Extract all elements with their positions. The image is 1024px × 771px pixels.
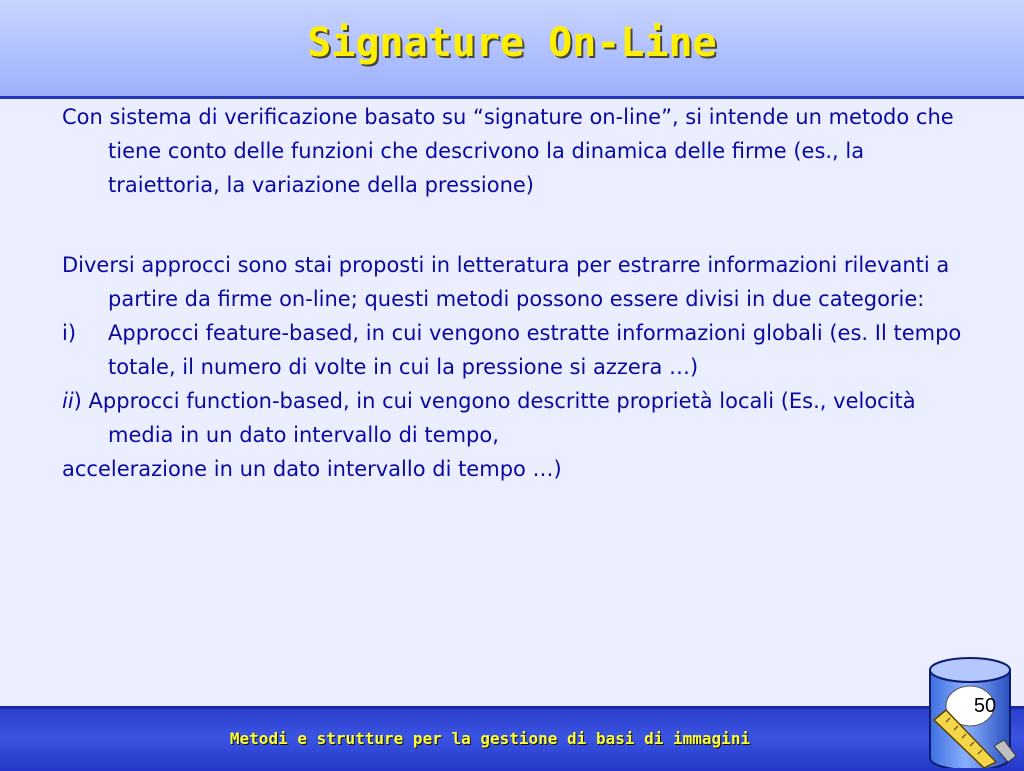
list-item-text: Approcci feature-based, in cui vengono estratte informazioni globali (es. Il tempo totale, il numero di volte in cui la pressione si azzera …) [108, 321, 962, 379]
page-number: 50 [973, 695, 997, 717]
list-marker: i) [62, 321, 77, 345]
list-item-text: Approcci function-based, in cui vengono descritte proprietà locali (Es., velocità media in un dato intervallo di tempo, [81, 389, 916, 447]
list-item-function-based [62, 384, 974, 452]
title-bar [0, 0, 1024, 99]
slide-title: Signature On-Line [307, 20, 717, 66]
slide-body [62, 100, 974, 486]
list-marker-suffix: ) [73, 389, 82, 413]
paragraph-approaches: Diversi approcci sono stai proposti in letteratura per estrarre informazioni rilevanti a partire da firme on-line; questi metodi possono essere divisi in due categorie: [62, 253, 950, 311]
paragraph-continuation: accelerazione in un dato intervallo di tempo …) [62, 457, 562, 481]
paragraph-definition: Con sistema di verificazione basato su “signature on-line”, si intende un metodo che tiene conto delle funzioni che descrivono la dinamica delle firme (es., la traiettoria, la variazione della pressione) [62, 105, 954, 197]
footer-text: Metodi e strutture per la gestione di basi di immagini [229, 729, 751, 748]
list-marker: ii [62, 389, 74, 413]
footer-bar [0, 706, 1024, 771]
list-item-feature-based [62, 316, 974, 384]
